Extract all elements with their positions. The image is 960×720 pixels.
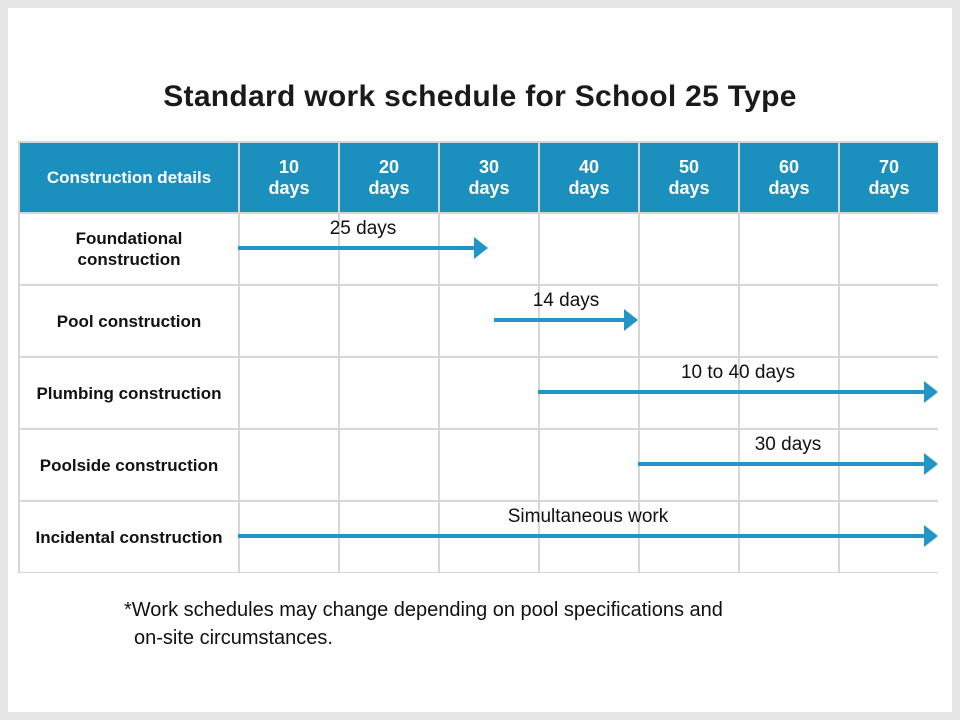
grid-cell <box>340 430 438 500</box>
schedule-bar <box>538 390 925 394</box>
footnote-line-2: on-site circumstances. <box>134 627 333 649</box>
grid-cell <box>340 286 438 356</box>
grid-cell <box>740 286 838 356</box>
header-day-unit: days <box>468 177 510 198</box>
grid-cell <box>740 214 838 284</box>
header-day-number: 20 <box>378 156 400 177</box>
schedule-bar <box>238 534 925 538</box>
duration-label: 14 days <box>532 290 600 311</box>
schedule-bar <box>238 246 475 250</box>
schedule-bar <box>494 318 625 322</box>
row-label-line-1: Incidental construction <box>35 527 223 547</box>
header-day-10 <box>240 143 338 212</box>
row-label-line-1: Pool construction <box>56 311 202 331</box>
row-label-line-2: construction <box>77 250 181 269</box>
duration-label: 30 days <box>754 434 822 455</box>
header-day-unit: days <box>368 177 410 198</box>
footnote <box>124 596 884 652</box>
header-day-20 <box>340 143 438 212</box>
grid-cell <box>840 214 938 284</box>
header-construction-details: Construction details <box>20 143 238 212</box>
grid-cell <box>440 358 538 428</box>
header-day-unit: days <box>668 177 710 198</box>
grid-cell <box>440 430 538 500</box>
row-label-line-1: Poolside construction <box>39 455 219 475</box>
row-label <box>20 286 238 356</box>
row-label-line-1: Foundational <box>75 229 183 248</box>
header-day-60 <box>740 143 838 212</box>
header-day-40 <box>540 143 638 212</box>
grid-cell <box>640 286 738 356</box>
schedule-bar <box>638 462 925 466</box>
grid-cell <box>240 286 338 356</box>
page-title: Standard work schedule for School 25 Type <box>163 80 797 113</box>
duration-label: 10 to 40 days <box>680 362 796 383</box>
header-day-number: 60 <box>778 156 800 177</box>
arrowhead-icon <box>624 309 638 331</box>
header-day-unit: days <box>268 177 310 198</box>
footnote-line-1: *Work schedules may change depending on pool specifications and <box>124 599 723 621</box>
header-day-30 <box>440 143 538 212</box>
grid-cell <box>240 430 338 500</box>
row-label <box>20 214 238 284</box>
row-label-line-1: Plumbing construction <box>36 383 222 403</box>
duration-label: 25 days <box>329 218 397 239</box>
row-label <box>20 430 238 500</box>
arrowhead-icon <box>924 381 938 403</box>
header-day-50 <box>640 143 738 212</box>
grid-cell <box>840 286 938 356</box>
header-day-70 <box>840 143 938 212</box>
arrowhead-icon <box>924 453 938 475</box>
row-label <box>20 502 238 572</box>
header-day-number: 40 <box>578 156 600 177</box>
arrowhead-icon <box>474 237 488 259</box>
header-day-unit: days <box>568 177 610 198</box>
header-day-number: 30 <box>478 156 500 177</box>
gantt-table <box>18 141 938 573</box>
header-day-number: 50 <box>678 156 700 177</box>
row-label <box>20 358 238 428</box>
header-day-number: 70 <box>878 156 900 177</box>
duration-label: Simultaneous work <box>507 506 669 527</box>
grid-cell <box>640 214 738 284</box>
header-day-unit: days <box>768 177 810 198</box>
header-day-unit: days <box>868 177 910 198</box>
grid-cell <box>340 358 438 428</box>
header-day-number: 10 <box>278 156 300 177</box>
arrowhead-icon <box>924 525 938 547</box>
grid-cell <box>240 358 338 428</box>
grid-cell <box>540 430 638 500</box>
grid-cell <box>540 214 638 284</box>
